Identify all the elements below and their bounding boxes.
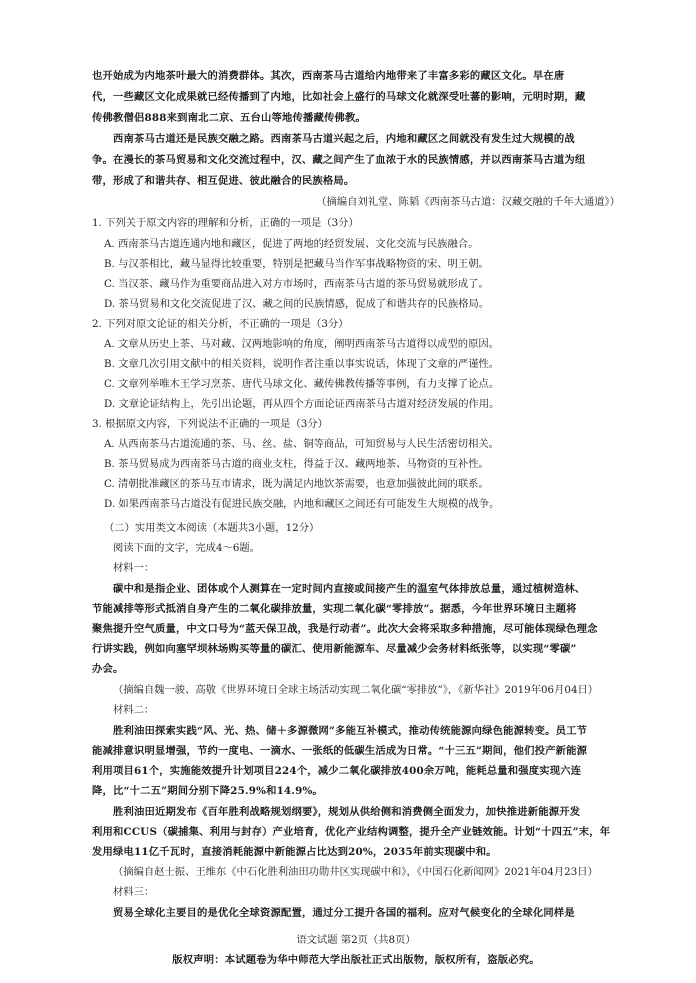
- question-option: A. 西南茶马古道连通内地和藏区，促进了两地的经贸发展、文化交流与民族融合。: [104, 238, 479, 250]
- section-instruction: 阅读下面的文字，完成4～6题。: [113, 542, 260, 554]
- section-heading: （二）实用类文本阅读（本题共3小题，12分）: [104, 522, 320, 534]
- source-citation: （摘编自刘礼堂、陈韬《西南茶马古道：汉藏交融的千年大通道》）: [316, 196, 620, 208]
- page-number: 语文试题 第2页（共8页）: [296, 934, 416, 946]
- text-line: 也开始成为内地茶叶最大的消费群体。其次，西南茶马古道给内地带来了丰富多彩的藏区文化。早在唐: [92, 70, 565, 82]
- question-option: D. 如果西南茶马古道没有促进民族交融，内地和藏区之间还有可能发生大规模的战争。: [104, 498, 500, 510]
- material-label: 材料一：: [113, 562, 155, 574]
- text-line: 代，一些藏区文化成果就已经传播到了内地，比如社会上盛行的马球文化就深受吐蕃的影响，元明时期，藏: [92, 91, 586, 103]
- text-line: 争。在漫长的茶马贸易和文化交流过程中，汉、藏之间产生了血浓于水的民族情感，并以西南茶马古道为纽: [92, 154, 586, 166]
- question-option: B. 与汉茶相比，藏马显得比较重要，特别是把藏马当作军事战略物资的宋、明王朝。: [104, 258, 489, 270]
- text-line: 胜利油田近期发布《百年胜利战略规划纲要》，规划从供给侧和消费侧全面发力，加快推进新能源开发: [113, 806, 581, 818]
- text-line: 贸易全球化主要目的是优化全球资源配置，通过分工提升各国的福利。应对气候变化的全球化同样是: [113, 907, 575, 919]
- question-option: C. 当汉茶、藏马作为重要商品进入对方市场时，西南茶马古道的茶马贸易就形成了。: [104, 278, 489, 290]
- text-line: 办会。: [92, 663, 124, 675]
- text-line: 能减排意识明显增强，节约一度电、一滴水、一张纸的低碳生活成为日常。“十三五”期间，他们投产新能源: [92, 745, 588, 757]
- source-citation: （摘编自魏一骏、高敬《世界环境日全球主场活动实现二氧化碳“零排放”》，《新华社》2019年06月04日）: [113, 684, 599, 696]
- question-option: D. 茶马贸易和文化交流促进了汉、藏之间的民族情感，促成了和谐共存的民族格局。: [104, 298, 490, 310]
- text-line: 降，比“十二五”期间分别下降25.9%和14.9%。: [92, 785, 323, 797]
- question-option: A. 文章从历史上茶、马对藏、汉两地影响的角度，阐明西南茶马古道得以成型的原因。: [104, 338, 499, 350]
- question-option: B. 文章几次引用文献中的相关资料，说明作者注重以事实说话，体现了文章的严谨性。: [104, 358, 500, 370]
- question-option: D. 文章论证结构上，先引出论题，再从四个方面论证西南茶马古道对经济发展的作用。: [104, 398, 500, 410]
- text-line: 西南茶马古道还是民族交融之路。西南茶马古道兴起之后，内地和藏区之间就没有发生过大规模的战: [113, 133, 575, 145]
- text-line: 利用项目61个，实施能效提升计划项目224个，减少二氧化碳排放400余万吨，能耗总量和强度实现六连: [92, 765, 582, 777]
- text-line: 利用和CCUS（碳捕集、利用与封存）产业培育，优化产业结构调整，提升全产业链效能。计划“十四五”末，年: [92, 826, 611, 838]
- question-option: B. 茶马贸易成为西南茶马古道的商业支柱，得益于汉、藏两地茶、马物资的互补性。: [104, 458, 489, 470]
- material-label: 材料三：: [113, 886, 155, 898]
- text-line: 传佛教僧侣888来到南北二京、五台山等地传播藏传佛教。: [92, 112, 367, 124]
- text-line: 节能减排等形式抵消自身产生的二氧化碳排放量，实现二氧化碳“零排放”。据悉，今年世界环境日主题将: [92, 603, 577, 615]
- question-option: C. 清朝批准藏区的茶马互市请求，既为满足内地饮茶需要，也意加强彼此间的联系。: [104, 478, 489, 490]
- copyright-notice: 版权声明：本试题卷为华中师范大学出版社正式出版物，版权所有，盗版必究。: [172, 954, 540, 966]
- material-label: 材料二：: [113, 704, 155, 716]
- question-option: A. 从西南茶马古道流通的茶、马、丝、盐、铜等商品，可知贸易与人民生活密切相关。: [104, 438, 499, 450]
- question-stem: 2. 下列对原文论证的相关分析，不正确的一项是（3分）: [92, 318, 349, 330]
- text-line: 发用绿电11亿千瓦时，直接消耗能源中新能源占比达到20%，2035年前实现碳中和。: [92, 846, 497, 858]
- text-line: 带，形成了和谐共存、相互促进、彼此融合的民族格局。: [92, 175, 355, 187]
- text-line: 聚焦提升空气质量，中文口号为“蓝天保卫战，我是行动者”。此次大会将采取多种措施，尽可能体现绿色理念: [92, 623, 598, 635]
- question-stem: 3. 根据原文内容，下列说法不正确的一项是（3分）: [92, 418, 328, 430]
- question-stem: 1. 下列关于原文内容的理解和分析，正确的一项是（3分）: [92, 217, 359, 229]
- text-line: 胜利油田探索实践“风、光、热、储＋多源微网”多能互补模式，推动传统能源向绿色能源转变。员工节: [113, 725, 588, 737]
- text-line: 碳中和是指企业、团体或个人测算在一定时间内直接或间接产生的温室气体排放总量，通过植树造林、: [113, 583, 586, 595]
- question-option: C. 文章列举唯木王学习烹茶、唐代马球文化、藏传佛教传播等事例，有力支撑了论点。: [104, 378, 500, 390]
- source-citation: （摘编自赵士振、王维东《中石化胜利油田功勋井区实现碳中和》，《中国石化新闻网》2021年04月23日）: [113, 866, 598, 878]
- text-line: 行讲实践，例如向塞罕坝林场购买等量的碳汇、使用新能源车、尽量减少会务材料纸张等，以实现“零碳”: [92, 643, 577, 655]
